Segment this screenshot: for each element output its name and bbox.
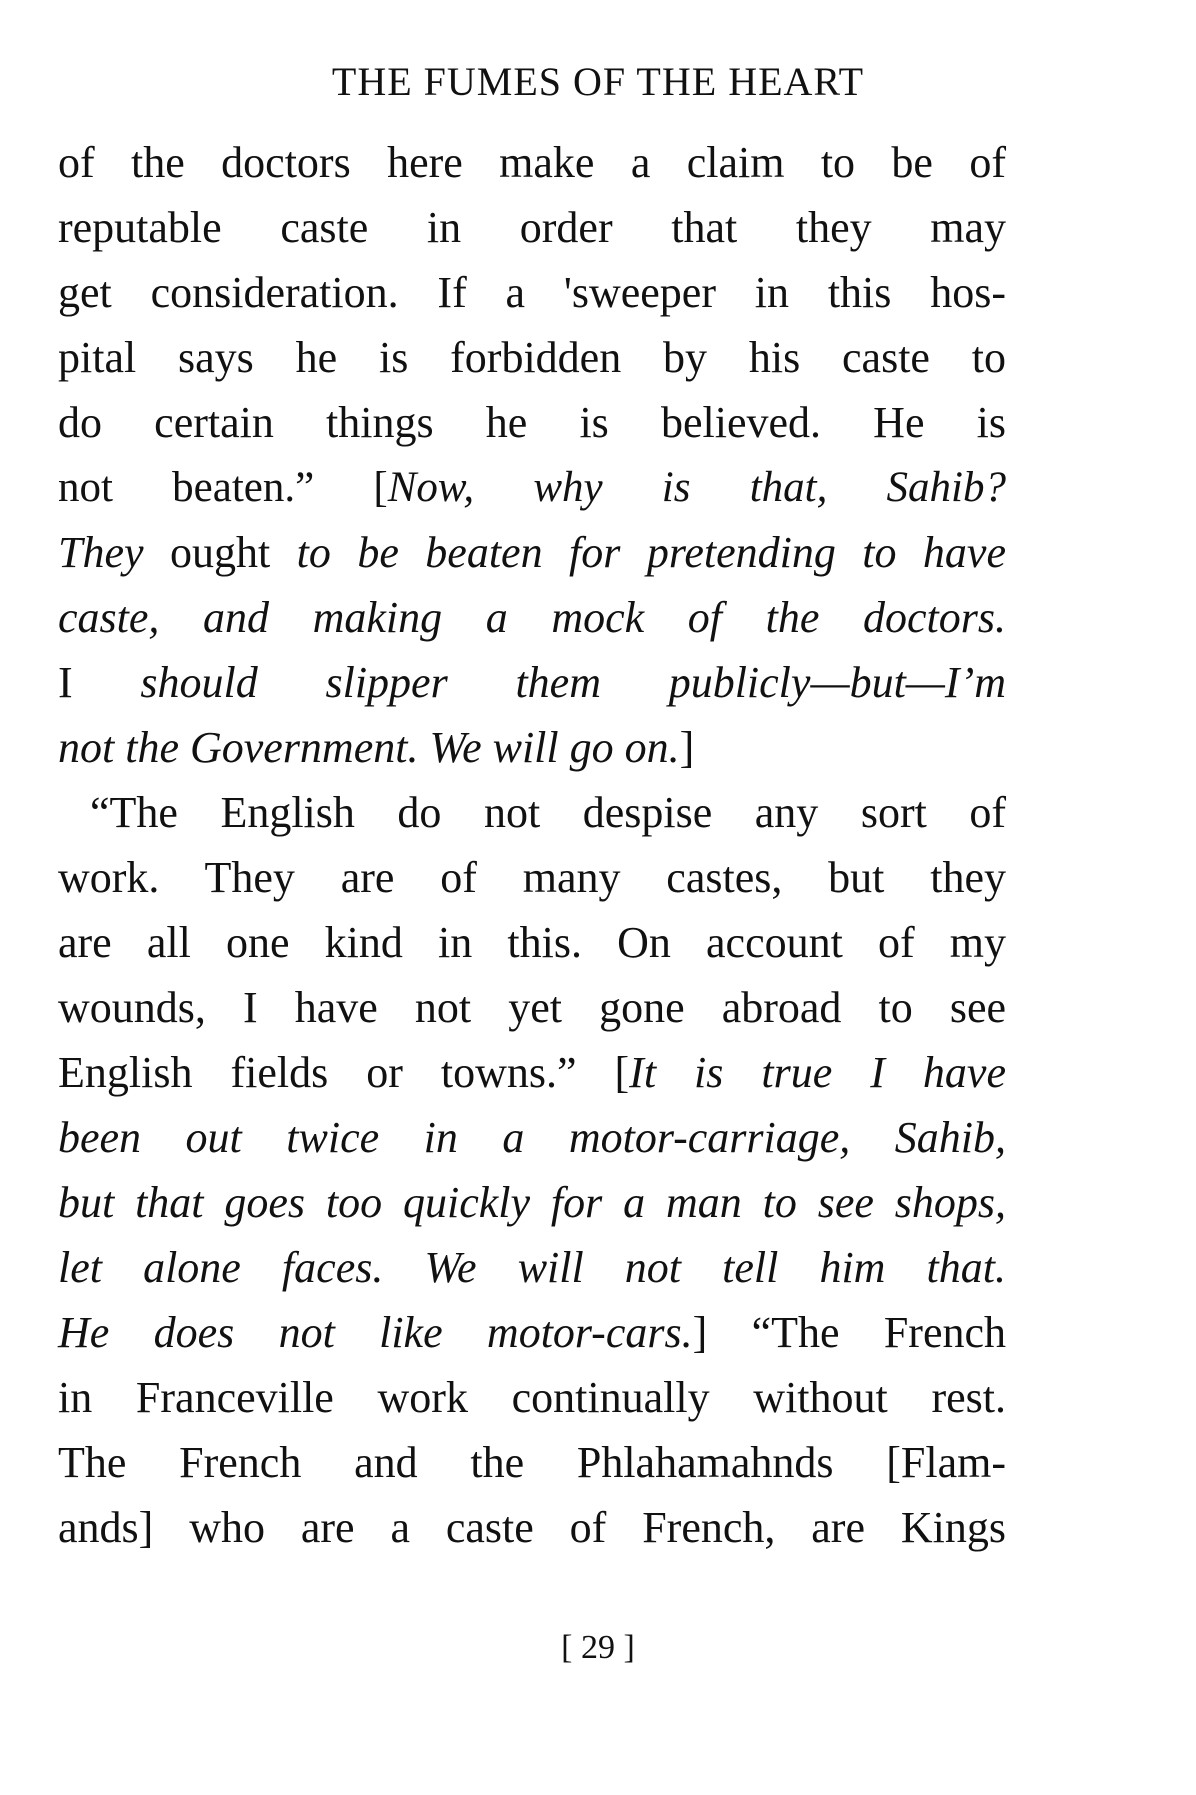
- text-segment: “The English do not despise any sort of: [90, 788, 1006, 837]
- italic-text-segment: not the Government. We will go on.: [58, 723, 680, 772]
- text-line: [58, 715, 1006, 780]
- text-line: [58, 1430, 1006, 1495]
- text-line: [58, 1235, 1006, 1300]
- page-number: [ 29 ]: [561, 1629, 635, 1666]
- text-segment: ] “The French: [692, 1308, 1006, 1357]
- text-segment: do certain things he is believed. He is: [58, 398, 1006, 447]
- text-segment: in Franceville work continually without rest.: [58, 1373, 1006, 1422]
- text-segment: not beaten.” [: [58, 464, 388, 511]
- text-segment: ands] who are a caste of French, are Kings: [58, 1503, 1006, 1552]
- text-line: [58, 455, 1006, 520]
- text-segment: wounds, I have not yet gone abroad to see: [58, 983, 1006, 1032]
- italic-text-segment: They: [58, 528, 144, 577]
- text-segment: I: [58, 658, 141, 707]
- text-line: [58, 1365, 1006, 1430]
- text-segment: ]: [679, 723, 695, 772]
- text-segment: of the doctors here make a claim to be of: [58, 138, 1006, 187]
- text-line: [58, 390, 1006, 455]
- text-line: [58, 585, 1006, 650]
- italic-text-segment: but that goes too quickly for a man to see shops,: [58, 1178, 1006, 1227]
- text-line: [58, 650, 1006, 715]
- text-line: [58, 1105, 1006, 1170]
- running-head: THE FUMES OF THE HEART: [331, 59, 865, 104]
- italic-text-segment: should slipper them publicly—but—I’m: [140, 658, 1006, 707]
- text-line: [58, 1170, 1006, 1235]
- text-line: [58, 780, 1006, 845]
- italic-text-segment: It is true I have: [629, 1048, 1006, 1097]
- italic-text-segment: caste, and making a mock of the doctors.: [58, 593, 1006, 642]
- text-line: [58, 195, 1006, 260]
- text-line: [58, 1040, 1006, 1105]
- text-line: [58, 260, 1006, 325]
- text-segment: get consideration. If a 'sweeper in this hos-: [58, 268, 1006, 317]
- text-line: [58, 1495, 1006, 1560]
- text-segment: reputable caste in order that they may: [58, 203, 1006, 252]
- text-line: [58, 130, 1006, 195]
- text-segment: English fields or towns.” [: [58, 1048, 630, 1097]
- italic-text-segment: He does not like motor-cars.: [58, 1308, 693, 1357]
- italic-text-segment: been out twice in a motor-carriage, Sahib,: [58, 1113, 1006, 1162]
- text-segment: are all one kind in this. On account of my: [58, 918, 1006, 967]
- text-line: [58, 520, 1006, 585]
- text-segment: The French and the Phlahamahnds [Flam-: [58, 1438, 1006, 1487]
- italic-text-segment: to be beaten for pretending to have: [296, 528, 1006, 577]
- text-segment: ought: [143, 528, 297, 577]
- italic-text-segment: Now, why is that, Sahib?: [387, 464, 1006, 511]
- body-text: [58, 130, 1006, 1560]
- italic-text-segment: let alone faces. We will not tell him that.: [58, 1243, 1006, 1292]
- text-line: [58, 845, 1006, 910]
- text-segment: pital says he is forbidden by his caste to: [58, 333, 1006, 382]
- text-line: [58, 975, 1006, 1040]
- text-line: [58, 1300, 1006, 1365]
- text-line: [58, 325, 1006, 390]
- text-segment: work. They are of many castes, but they: [58, 853, 1006, 902]
- text-line: [58, 910, 1006, 975]
